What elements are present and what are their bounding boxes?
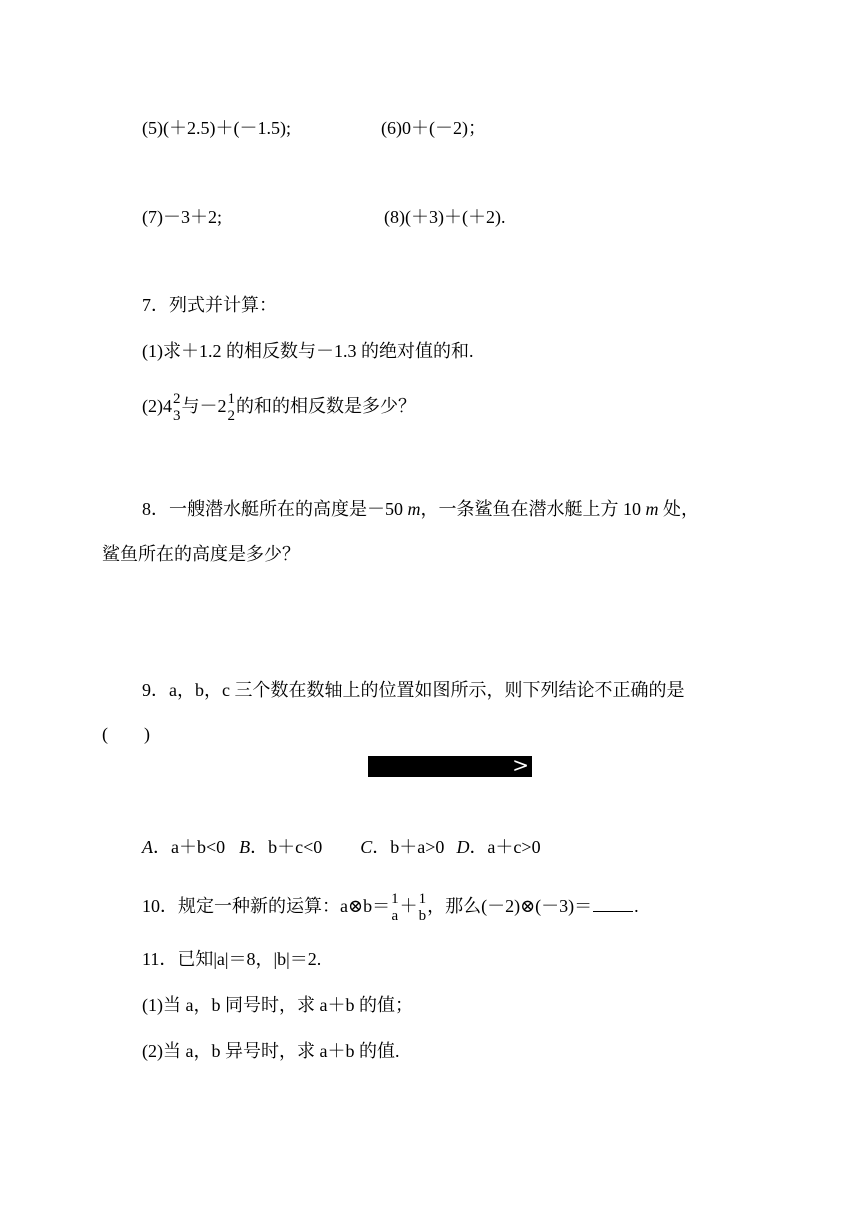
q7-part-2-mid: 与－2 bbox=[181, 396, 227, 417]
question-7-part-1: (1)求＋1.2 的相反数与－1.3 的绝对值的和. bbox=[142, 341, 474, 361]
question-11-part-2: (2)当 a，b 异号时，求 a＋b 的值. bbox=[142, 1041, 400, 1061]
option-a: A．a＋b<0 bbox=[142, 837, 226, 857]
question-9-options bbox=[142, 836, 541, 858]
question-7-title: 7．列式并计算： bbox=[142, 295, 277, 315]
q8-unit-1: m bbox=[407, 499, 421, 519]
q10-mid: ，那么(－2)⊗(－3)＝ bbox=[427, 896, 593, 917]
question-10 bbox=[142, 891, 639, 925]
item-6: (6)0＋(－2)； bbox=[381, 118, 486, 138]
fraction-denominator: 3 bbox=[173, 408, 181, 424]
q8-unit-2: m bbox=[645, 499, 659, 519]
answer-parentheses: ( ) bbox=[102, 724, 150, 744]
question-11-title: 11．已知|a|＝8，|b|＝2. bbox=[142, 949, 322, 969]
q8-text-part-1: 8．一艘潜水艇所在的高度是－50 bbox=[142, 499, 408, 519]
fraction-denominator: 2 bbox=[227, 408, 235, 424]
fraction-numerator: 1 bbox=[418, 891, 427, 907]
q10-end: . bbox=[634, 896, 639, 917]
q10-plus: ＋ bbox=[399, 896, 418, 917]
fraction-numerator: 1 bbox=[227, 391, 235, 407]
q7-part-2-suffix: 的和的相反数是多少？ bbox=[236, 396, 416, 417]
question-7-part-2 bbox=[142, 391, 416, 425]
fraction-one-over-b bbox=[419, 891, 427, 925]
fraction-one-half bbox=[228, 391, 236, 425]
fraction-two-thirds bbox=[173, 391, 181, 425]
fraction-denominator: b bbox=[418, 908, 427, 924]
fraction-one-over-a bbox=[391, 891, 399, 925]
fraction-denominator: a bbox=[391, 908, 399, 924]
fraction-numerator: 1 bbox=[391, 891, 399, 907]
q10-prefix: 10．规定一种新的运算：a⊗b＝ bbox=[142, 896, 391, 917]
question-8-line-1 bbox=[142, 498, 699, 520]
question-8-line-2: 鲨鱼所在的高度是多少？ bbox=[102, 544, 300, 564]
fraction-numerator: 2 bbox=[173, 391, 181, 407]
item-5: (5)(＋2.5)＋(－1.5); bbox=[142, 118, 291, 138]
option-d: D．a＋c>0 bbox=[456, 837, 541, 857]
question-11-part-1: (1)当 a，b 同号时，求 a＋b 的值； bbox=[142, 995, 413, 1015]
question-9-stem: 9．a，b，c 三个数在数轴上的位置如图所示，则下列结论不正确的是 bbox=[142, 680, 685, 700]
item-7: (7)－3＋2; bbox=[142, 207, 222, 227]
answer-blank[interactable] bbox=[593, 895, 633, 912]
q8-text-part-2: ，一条鲨鱼在潜水艇上方 10 bbox=[420, 499, 646, 519]
arrow-right-icon: > bbox=[512, 753, 529, 777]
option-c: C．b＋a>0 bbox=[360, 837, 445, 857]
option-b: B．b＋c<0 bbox=[239, 837, 323, 857]
number-line-figure bbox=[368, 753, 532, 777]
q7-part-2-prefix: (2)4 bbox=[142, 396, 172, 417]
item-8: (8)(＋3)＋(＋2). bbox=[384, 207, 506, 227]
q8-text-part-3: 处， bbox=[658, 499, 699, 519]
